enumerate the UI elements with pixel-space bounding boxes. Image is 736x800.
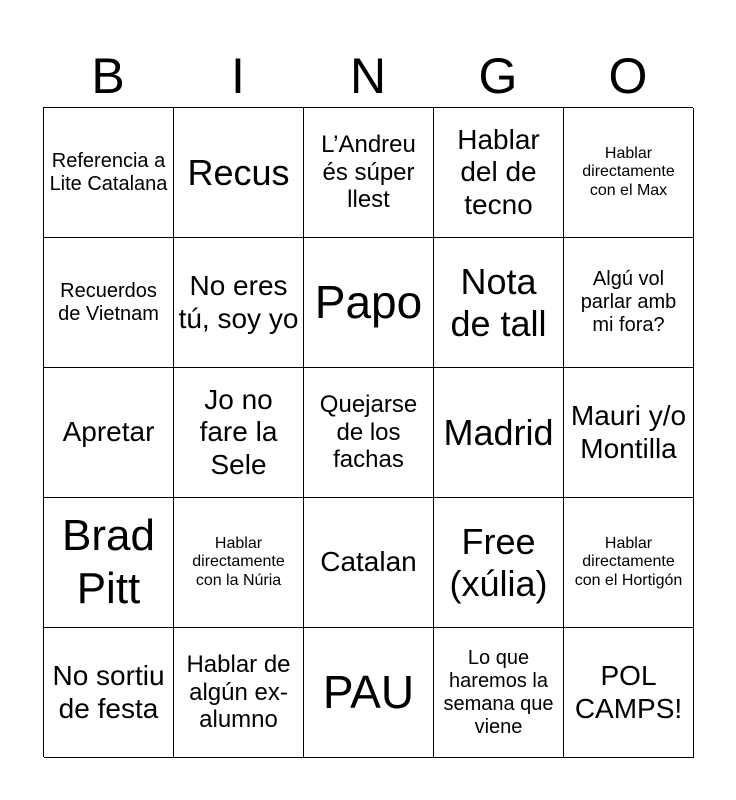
bingo-cell[interactable]: Referencia a Lite Catalana: [44, 108, 174, 238]
bingo-card: [43, 107, 693, 757]
bingo-cell[interactable]: Mauri y/o Montilla: [564, 368, 694, 498]
bingo-cell[interactable]: Hablar directamente con el Max: [564, 108, 694, 238]
bingo-cell[interactable]: Hablar de algún ex-alumno: [174, 628, 304, 758]
bingo-cell[interactable]: Hablar directamente con el Hortigón: [564, 498, 694, 628]
bingo-cell[interactable]: Hablar del de tecno: [434, 108, 564, 238]
bingo-cell[interactable]: Nota de tall: [434, 238, 564, 368]
bingo-cell[interactable]: No eres tú, soy yo: [174, 238, 304, 368]
bingo-cell[interactable]: Brad Pitt: [44, 498, 174, 628]
bingo-cell[interactable]: Free (xúlia): [434, 498, 564, 628]
bingo-cell[interactable]: POL CAMPS!: [564, 628, 694, 758]
bingo-cell[interactable]: Recus: [174, 108, 304, 238]
bingo-cell[interactable]: Recuerdos de Vietnam: [44, 238, 174, 368]
header-letter-o: O: [608, 48, 648, 104]
bingo-cell[interactable]: No sortiu de festa: [44, 628, 174, 758]
bingo-header: [43, 44, 693, 108]
bingo-cell[interactable]: PAU: [304, 628, 434, 758]
header-letter-i: I: [231, 48, 245, 104]
bingo-cell[interactable]: L’Andreu és súper llest: [304, 108, 434, 238]
header-letter-g: G: [478, 48, 518, 104]
bingo-cell[interactable]: Papo: [304, 238, 434, 368]
header-letter-n: N: [349, 48, 387, 104]
bingo-cell[interactable]: Madrid: [434, 368, 564, 498]
bingo-cell[interactable]: Hablar directamente con la Núria: [174, 498, 304, 628]
bingo-cell[interactable]: Apretar: [44, 368, 174, 498]
header-letter-b: B: [91, 48, 125, 104]
bingo-cell[interactable]: Quejarse de los fachas: [304, 368, 434, 498]
bingo-cell[interactable]: Lo que haremos la semana que viene: [434, 628, 564, 758]
bingo-cell[interactable]: Catalan: [304, 498, 434, 628]
bingo-cell[interactable]: Algú vol parlar amb mi fora?: [564, 238, 694, 368]
bingo-cell[interactable]: Jo no fare la Sele: [174, 368, 304, 498]
